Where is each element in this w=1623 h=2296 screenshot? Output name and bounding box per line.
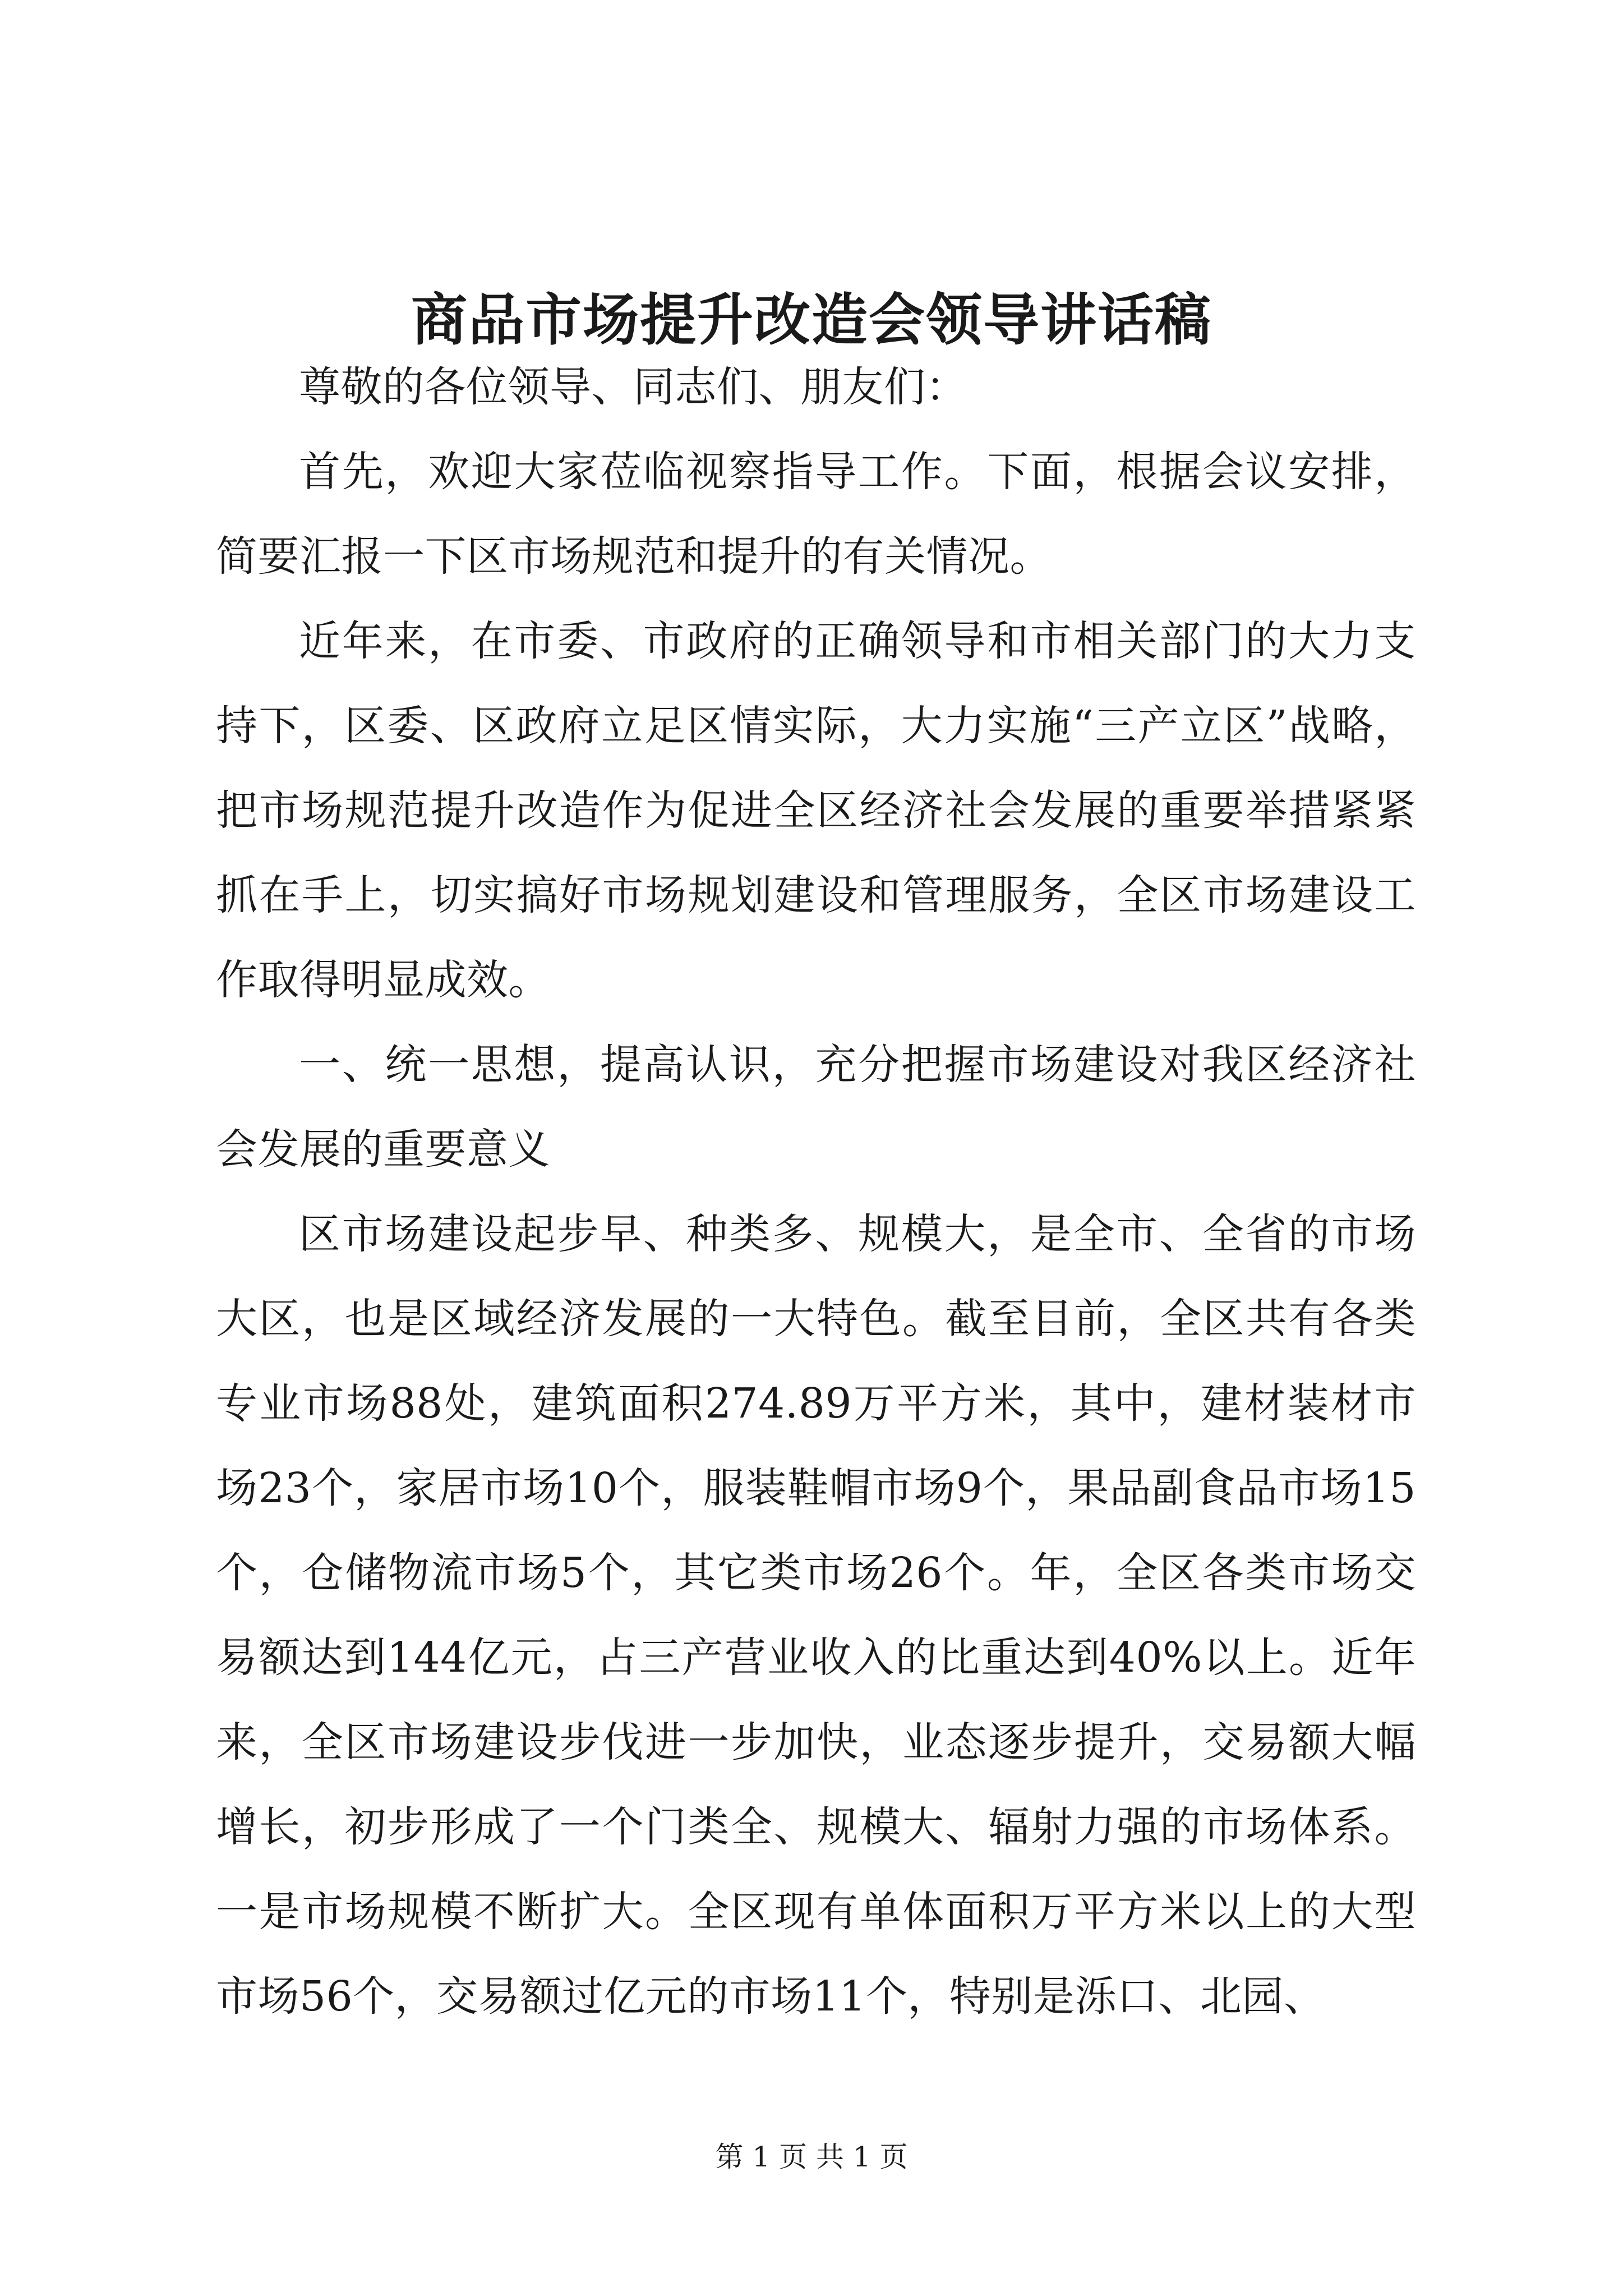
salutation-paragraph: 尊敬的各位领导、同志们、朋友们： [299, 363, 967, 411]
background-paragraph: 近年来，在市委、市政府的正确领导和市相关部门的大力支持下，区委、区政府立足区情实际，大力实施“三产立区”战略，把市场规范提升改造作为促进全区经济社会发展的重要举措紧紧抓在手上，切实搞好市场规划建设和管理服务，全区市场建设工作取得明显成效。 [216, 617, 1416, 1004]
document-body [216, 345, 1416, 2039]
opening-paragraph: 首先，欢迎大家莅临视察指导工作。下面，根据会议安排，简要汇报一下区市场规范和提升的有关情况。 [216, 448, 1416, 581]
document-title: 商品市场提升改造会领导讲话稿 [411, 287, 1212, 353]
page-number-footer: 第 1 页 共 1 页 [715, 2141, 908, 2173]
section-heading-1: 一、统一思想，提高认识，充分把握市场建设对我区经济社会发展的重要意义 [216, 1041, 1416, 1174]
market-overview-paragraph: 区市场建设起步早、种类多、规模大，是全市、全省的市场大区，也是区域经济发展的一大特色。截至目前，全区共有各类专业市场88处，建筑面积274.89万平方米，其中，建材装材市场23个，家居市场10个，服装鞋帽市场9个，果品副食品市场15个，仓储物流市场5个，其它类市场26个。年，全区各类市场交易额达到144亿元，占三产营业收入的比重达到40%以上。近年来，全区市场建设步伐进一步加快，业态逐步提升，交易额大幅增长，初步形成了一个门类全、规模大、辐射力强的市场体系。一是市场规模不断扩大。全区现有单体面积万平方米以上的大型市场56个，交易额过亿元的市场11个，特别是泺口、北园、 [216, 1210, 1416, 2021]
